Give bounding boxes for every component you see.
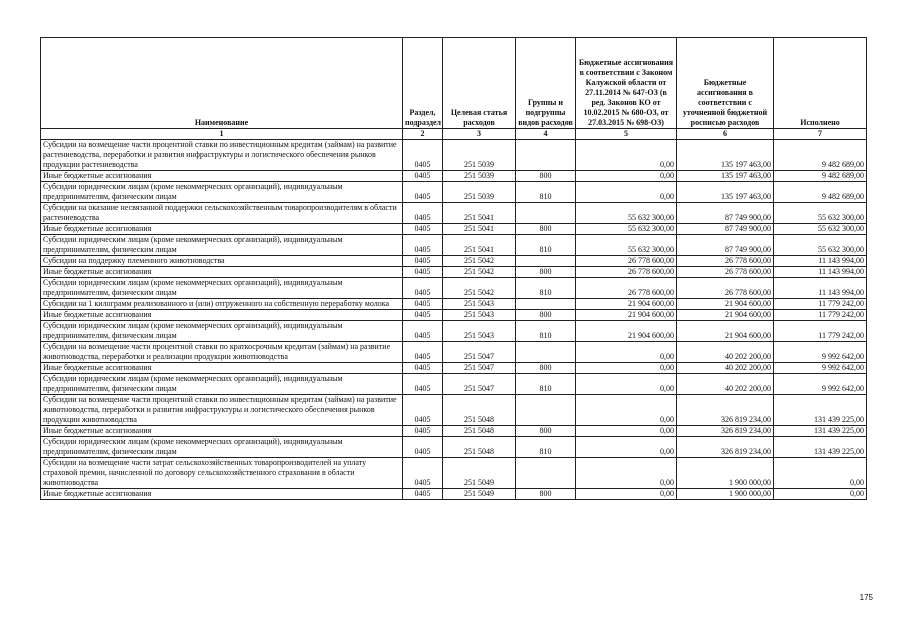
row-section: 0405: [403, 437, 443, 458]
table-row: [41, 321, 867, 342]
row-section: 0405: [403, 363, 443, 374]
row-section: 0405: [403, 203, 443, 224]
row-expense-group: [516, 342, 576, 363]
column-number: 6: [677, 129, 774, 140]
row-executed-amount: 11 143 994,00: [774, 278, 867, 299]
header-name: Наименование: [41, 38, 403, 129]
row-name: Субсидии юридическим лицам (кроме некоммерческих организаций), индивидуальным предпринимателям, физическим лицам: [41, 374, 403, 395]
table-row: [41, 489, 867, 500]
row-law-amount: 0,00: [576, 437, 677, 458]
table-row: [41, 299, 867, 310]
row-law-amount: 0,00: [576, 171, 677, 182]
row-expense-group: 810: [516, 374, 576, 395]
page-number: 175: [859, 593, 873, 602]
row-executed-amount: 9 482 689,00: [774, 140, 867, 171]
row-law-amount: 55 632 300,00: [576, 224, 677, 235]
row-name: Субсидии на возмещение части затрат сельскохозяйственных товаропроизводителей на уплату страховой премии, начисленной по договору сельскохозяйственного страхования в области животноводства: [41, 458, 403, 489]
row-executed-amount: 11 779 242,00: [774, 299, 867, 310]
row-section: 0405: [403, 489, 443, 500]
row-law-amount: 0,00: [576, 140, 677, 171]
table-row: [41, 363, 867, 374]
row-target-article: 251 5042: [443, 256, 516, 267]
row-target-article: 251 5041: [443, 224, 516, 235]
row-name: Субсидии на возмещение части процентной ставки по краткосрочным кредитам (займам) на развитие животноводства, переработки и реализации продукции животноводства: [41, 342, 403, 363]
row-law-amount: 26 778 600,00: [576, 267, 677, 278]
row-refined-amount: 26 778 600,00: [677, 256, 774, 267]
table-row: [41, 267, 867, 278]
header-target: Целевая статья расходов: [443, 38, 516, 129]
row-expense-group: 800: [516, 363, 576, 374]
column-number: 2: [403, 129, 443, 140]
table-row: [41, 458, 867, 489]
row-refined-amount: 21 904 600,00: [677, 299, 774, 310]
row-executed-amount: 9 992 642,00: [774, 374, 867, 395]
row-section: 0405: [403, 140, 443, 171]
row-section: 0405: [403, 278, 443, 299]
table-row: [41, 224, 867, 235]
row-target-article: 251 5049: [443, 489, 516, 500]
row-section: 0405: [403, 426, 443, 437]
header-groups: Группы и подгруппы видов расходов: [516, 38, 576, 129]
row-law-amount: 0,00: [576, 182, 677, 203]
row-expense-group: [516, 256, 576, 267]
budget-table: [40, 37, 867, 500]
row-section: 0405: [403, 224, 443, 235]
row-section: 0405: [403, 374, 443, 395]
table-row: [41, 235, 867, 256]
row-expense-group: 800: [516, 224, 576, 235]
row-executed-amount: 9 482 689,00: [774, 182, 867, 203]
row-law-amount: 21 904 600,00: [576, 321, 677, 342]
row-refined-amount: 26 778 600,00: [677, 278, 774, 299]
row-refined-amount: 135 197 463,00: [677, 140, 774, 171]
row-refined-amount: 87 749 900,00: [677, 224, 774, 235]
row-executed-amount: 9 482 689,00: [774, 171, 867, 182]
row-expense-group: 810: [516, 235, 576, 256]
row-refined-amount: 87 749 900,00: [677, 235, 774, 256]
row-section: 0405: [403, 299, 443, 310]
row-refined-amount: 135 197 463,00: [677, 182, 774, 203]
row-name: Иные бюджетные ассигнования: [41, 171, 403, 182]
row-name: Иные бюджетные ассигнования: [41, 267, 403, 278]
row-expense-group: 810: [516, 182, 576, 203]
row-executed-amount: 131 439 225,00: [774, 395, 867, 426]
row-law-amount: 0,00: [576, 458, 677, 489]
row-executed-amount: 131 439 225,00: [774, 426, 867, 437]
row-expense-group: 800: [516, 489, 576, 500]
row-expense-group: 800: [516, 267, 576, 278]
row-law-amount: 21 904 600,00: [576, 299, 677, 310]
row-law-amount: 0,00: [576, 426, 677, 437]
row-section: 0405: [403, 256, 443, 267]
row-law-amount: 0,00: [576, 342, 677, 363]
row-target-article: 251 5047: [443, 363, 516, 374]
row-refined-amount: 1 900 000,00: [677, 458, 774, 489]
header-refined-allocations: Бюджетные ассигнования в соответствии с уточненной бюджетной росписью расходов: [677, 38, 774, 129]
row-executed-amount: 9 992 642,00: [774, 342, 867, 363]
row-name: Субсидии на возмещение части процентной ставки по инвестиционным кредитам (займам) на развитие растениеводства, переработки и развития инфраструктуры и логистического обеспечения рынков продукции растениеводства: [41, 140, 403, 171]
row-target-article: 251 5042: [443, 267, 516, 278]
row-executed-amount: 55 632 300,00: [774, 235, 867, 256]
row-executed-amount: 11 143 994,00: [774, 256, 867, 267]
row-executed-amount: 131 439 225,00: [774, 437, 867, 458]
row-executed-amount: 55 632 300,00: [774, 224, 867, 235]
row-expense-group: [516, 299, 576, 310]
row-law-amount: 26 778 600,00: [576, 256, 677, 267]
column-number: 1: [41, 129, 403, 140]
row-refined-amount: 40 202 200,00: [677, 342, 774, 363]
row-executed-amount: 55 632 300,00: [774, 203, 867, 224]
row-name: Субсидии юридическим лицам (кроме некоммерческих организаций), индивидуальным предпринимателям, физическим лицам: [41, 235, 403, 256]
column-number: 5: [576, 129, 677, 140]
row-law-amount: 0,00: [576, 395, 677, 426]
row-section: 0405: [403, 342, 443, 363]
row-name: Субсидии на оказание несвязанной поддержки сельскохозяйственным товаропроизводителям в области растениеводства: [41, 203, 403, 224]
row-refined-amount: 40 202 200,00: [677, 374, 774, 395]
table-row: [41, 256, 867, 267]
table-row: [41, 374, 867, 395]
row-name: Субсидии на возмещение части процентной ставки по инвестиционным кредитам (займам) на развитие животноводства, переработки и развития инфраструктуры и логистического обеспечения рынков продукции животноводства: [41, 395, 403, 426]
row-executed-amount: 11 779 242,00: [774, 321, 867, 342]
row-name: Субсидии юридическим лицам (кроме некоммерческих организаций), индивидуальным предпринимателям, физическим лицам: [41, 321, 403, 342]
row-refined-amount: 135 197 463,00: [677, 171, 774, 182]
row-refined-amount: 326 819 234,00: [677, 395, 774, 426]
row-name: Субсидии на поддержку племенного животноводства: [41, 256, 403, 267]
row-name: Иные бюджетные ассигнования: [41, 363, 403, 374]
row-target-article: 251 5041: [443, 203, 516, 224]
header-section: Раздел, подраздел: [403, 38, 443, 129]
row-refined-amount: 21 904 600,00: [677, 310, 774, 321]
row-refined-amount: 26 778 600,00: [677, 267, 774, 278]
row-section: 0405: [403, 310, 443, 321]
row-refined-amount: 1 900 000,00: [677, 489, 774, 500]
row-law-amount: 0,00: [576, 363, 677, 374]
row-name: Иные бюджетные ассигнования: [41, 489, 403, 500]
header-executed: Исполнено: [774, 38, 867, 129]
row-target-article: 251 5043: [443, 321, 516, 342]
row-name: Субсидии юридическим лицам (кроме некоммерческих организаций), индивидуальным предпринимателям, физическим лицам: [41, 182, 403, 203]
row-target-article: 251 5048: [443, 395, 516, 426]
row-refined-amount: 326 819 234,00: [677, 437, 774, 458]
header-row: [41, 38, 867, 129]
row-section: 0405: [403, 458, 443, 489]
row-law-amount: 21 904 600,00: [576, 310, 677, 321]
row-refined-amount: 326 819 234,00: [677, 426, 774, 437]
table-row: [41, 140, 867, 171]
row-expense-group: 810: [516, 437, 576, 458]
row-name: Субсидии юридическим лицам (кроме некоммерческих организаций), индивидуальным предпринимателям, физическим лицам: [41, 278, 403, 299]
row-expense-group: 810: [516, 278, 576, 299]
table-row: [41, 203, 867, 224]
row-section: 0405: [403, 171, 443, 182]
row-target-article: 251 5049: [443, 458, 516, 489]
table-row: [41, 426, 867, 437]
row-expense-group: [516, 395, 576, 426]
table-row: [41, 437, 867, 458]
column-number: 3: [443, 129, 516, 140]
table-row: [41, 342, 867, 363]
table-row: [41, 171, 867, 182]
row-name: Субсидии юридическим лицам (кроме некоммерческих организаций), индивидуальным предпринимателям, физическим лицам: [41, 437, 403, 458]
row-section: 0405: [403, 321, 443, 342]
row-name: Иные бюджетные ассигнования: [41, 426, 403, 437]
row-target-article: 251 5039: [443, 171, 516, 182]
row-executed-amount: 11 143 994,00: [774, 267, 867, 278]
column-number: 4: [516, 129, 576, 140]
row-expense-group: 800: [516, 171, 576, 182]
row-expense-group: [516, 140, 576, 171]
column-number-row: [41, 129, 867, 140]
row-target-article: 251 5048: [443, 426, 516, 437]
row-name: Иные бюджетные ассигнования: [41, 310, 403, 321]
row-section: 0405: [403, 267, 443, 278]
row-refined-amount: 21 904 600,00: [677, 321, 774, 342]
row-executed-amount: 0,00: [774, 458, 867, 489]
row-law-amount: 55 632 300,00: [576, 235, 677, 256]
row-expense-group: 800: [516, 310, 576, 321]
column-number: 7: [774, 129, 867, 140]
row-expense-group: [516, 203, 576, 224]
row-law-amount: 0,00: [576, 489, 677, 500]
row-name: Иные бюджетные ассигнования: [41, 224, 403, 235]
row-refined-amount: 87 749 900,00: [677, 203, 774, 224]
row-refined-amount: 40 202 200,00: [677, 363, 774, 374]
row-target-article: 251 5047: [443, 342, 516, 363]
row-target-article: 251 5047: [443, 374, 516, 395]
table-row: [41, 310, 867, 321]
header-law-allocations: Бюджетные ассигнования в соответствии с Законом Калужской области от 27.11.2014 № 647-ОЗ (в ред. Законов КО от 10.02.2015 № 680-ОЗ, от 27.03.2015 № 698-ОЗ): [576, 38, 677, 129]
row-executed-amount: 0,00: [774, 489, 867, 500]
row-section: 0405: [403, 395, 443, 426]
table-body: [41, 140, 867, 500]
row-law-amount: 26 778 600,00: [576, 278, 677, 299]
row-target-article: 251 5039: [443, 140, 516, 171]
row-expense-group: [516, 458, 576, 489]
row-law-amount: 0,00: [576, 374, 677, 395]
row-name: Субсидии на 1 килограмм реализованного и (или) отгруженного на собственную переработку молока: [41, 299, 403, 310]
row-target-article: 251 5043: [443, 310, 516, 321]
row-executed-amount: 11 779 242,00: [774, 310, 867, 321]
table-row: [41, 278, 867, 299]
row-section: 0405: [403, 235, 443, 256]
row-target-article: 251 5048: [443, 437, 516, 458]
row-target-article: 251 5039: [443, 182, 516, 203]
row-target-article: 251 5041: [443, 235, 516, 256]
row-law-amount: 55 632 300,00: [576, 203, 677, 224]
table-row: [41, 395, 867, 426]
row-section: 0405: [403, 182, 443, 203]
row-executed-amount: 9 992 642,00: [774, 363, 867, 374]
row-expense-group: 810: [516, 321, 576, 342]
row-target-article: 251 5042: [443, 278, 516, 299]
row-target-article: 251 5043: [443, 299, 516, 310]
row-expense-group: 800: [516, 426, 576, 437]
table-row: [41, 182, 867, 203]
